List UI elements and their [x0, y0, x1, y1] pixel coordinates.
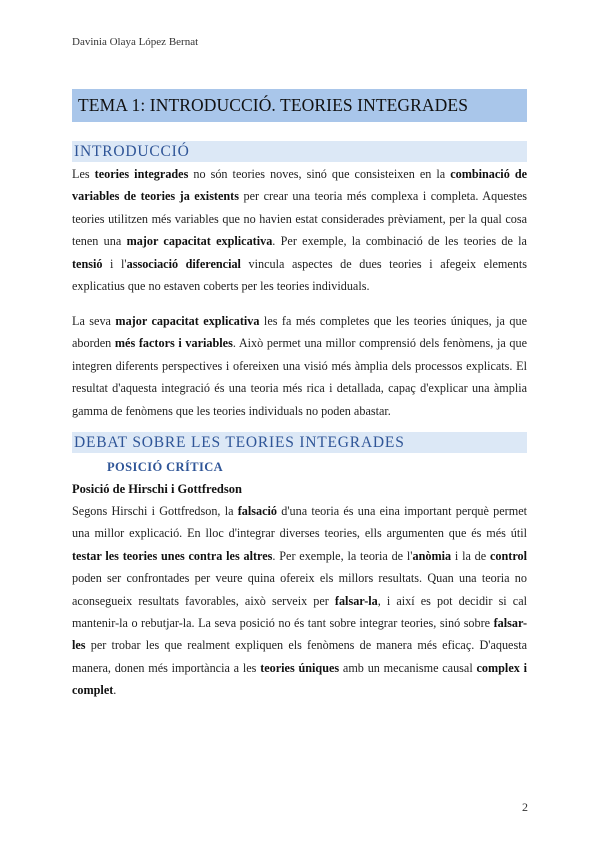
bold-text: anòmia [412, 548, 452, 563]
page-number: 2 [522, 800, 528, 814]
section-heading-introduccio: INTRODUCCIÓ [72, 141, 527, 162]
bold-text: associació diferencial [126, 256, 241, 271]
bold-text: teories úniques [260, 660, 340, 675]
text-run: i la de [451, 548, 490, 563]
text-run: , i així es pot decidir si cal mantenir-la o rebutjar-la. La seva posició no és tant sobre integrar teories, sinó sobre [72, 593, 527, 631]
text-run: per trobar les que realment expliquen els fenòmens de manera més eficaç. D'aquesta manera, donen més importància a les [72, 638, 527, 675]
page-header-author: Davinia Olaya López Bernat [72, 36, 199, 48]
bold-text: major capacitat explicativa [115, 314, 260, 328]
bold-text: testar les teories unes contra les altres [72, 548, 273, 563]
subsubsection-heading-hirschi-gottfredson: Posició de Hirschi i Gottfredson [72, 482, 242, 496]
bold-text: teories integrades [94, 167, 189, 181]
bold-text: més factors i variables [114, 336, 233, 351]
text-run: d'una teoria és una eina important perquè permet una millor explicació. En lloc d'integrar diverses teories, ells argumenten que és més útil [72, 504, 527, 541]
section-heading-debat: DEBAT SOBRE LES TEORIES INTEGRADES [72, 432, 527, 453]
bold-text: falsació [237, 504, 278, 518]
intro-paragraph-2 [72, 310, 527, 422]
text-run: . Per exemple, la teoria de l' [272, 548, 413, 563]
text-run: La seva [72, 314, 116, 328]
text-run: poden ser confrontades per veure quina ofereix els millors resultats. Quan una teoria no aconsegueix resultats favorables, això serveix per [72, 571, 527, 608]
bold-text: falsar-les [72, 616, 527, 653]
text-run: per crear una teoria més complexa i completa. Aquestes teories utilitzen més variables que no havien estat considerades prèviament, per la qual cosa tenen una [72, 189, 527, 249]
text-run: amb un mecanisme causal [339, 660, 477, 675]
text-run: les fa més completes que les teories úniques, ja que aborden [72, 314, 527, 351]
subsection-heading-posicio-critica: POSICIÓ CRÍTICA [107, 460, 224, 474]
text-run: vincula aspectes de dues teories i afegeix elements explicatius que no estaven coberts per les teories individuals. [72, 256, 527, 294]
intro-paragraph-1 [72, 163, 527, 297]
text-run: . Això permet una millor comprensió dels fenòmens, ja que integren diferents perspectives i ofereixen una visió més àmplia dels processos explicats. El resultat d'aquesta integració és una teoria més rica i detallada, capaç d'explicar una àmplia gamma de fenòmens que les teories individuals no poden abastar. [72, 336, 527, 418]
text-run: no són teories noves, sinó que consisteixen en la [188, 167, 451, 181]
text-run: . Per exemple, la combinació de les teories de la [272, 234, 527, 249]
text-run: i l' [102, 256, 127, 271]
text-run: Les [72, 167, 95, 181]
bold-text: combinació de variables de teories ja existents [72, 167, 528, 204]
text-run: . [113, 683, 117, 698]
document-title: TEMA 1: INTRODUCCIÓ. TEORIES INTEGRADES [72, 89, 527, 122]
bold-text: major capacitat explicativa [126, 234, 273, 249]
bold-text: falsar-la [334, 593, 378, 608]
text-run: Segons Hirschi i Gottfredson, la [72, 504, 238, 518]
debate-paragraph-1 [72, 500, 527, 702]
bold-text: tensió [72, 256, 103, 271]
bold-text: control [490, 548, 528, 563]
bold-text: complex i complet [72, 660, 527, 698]
